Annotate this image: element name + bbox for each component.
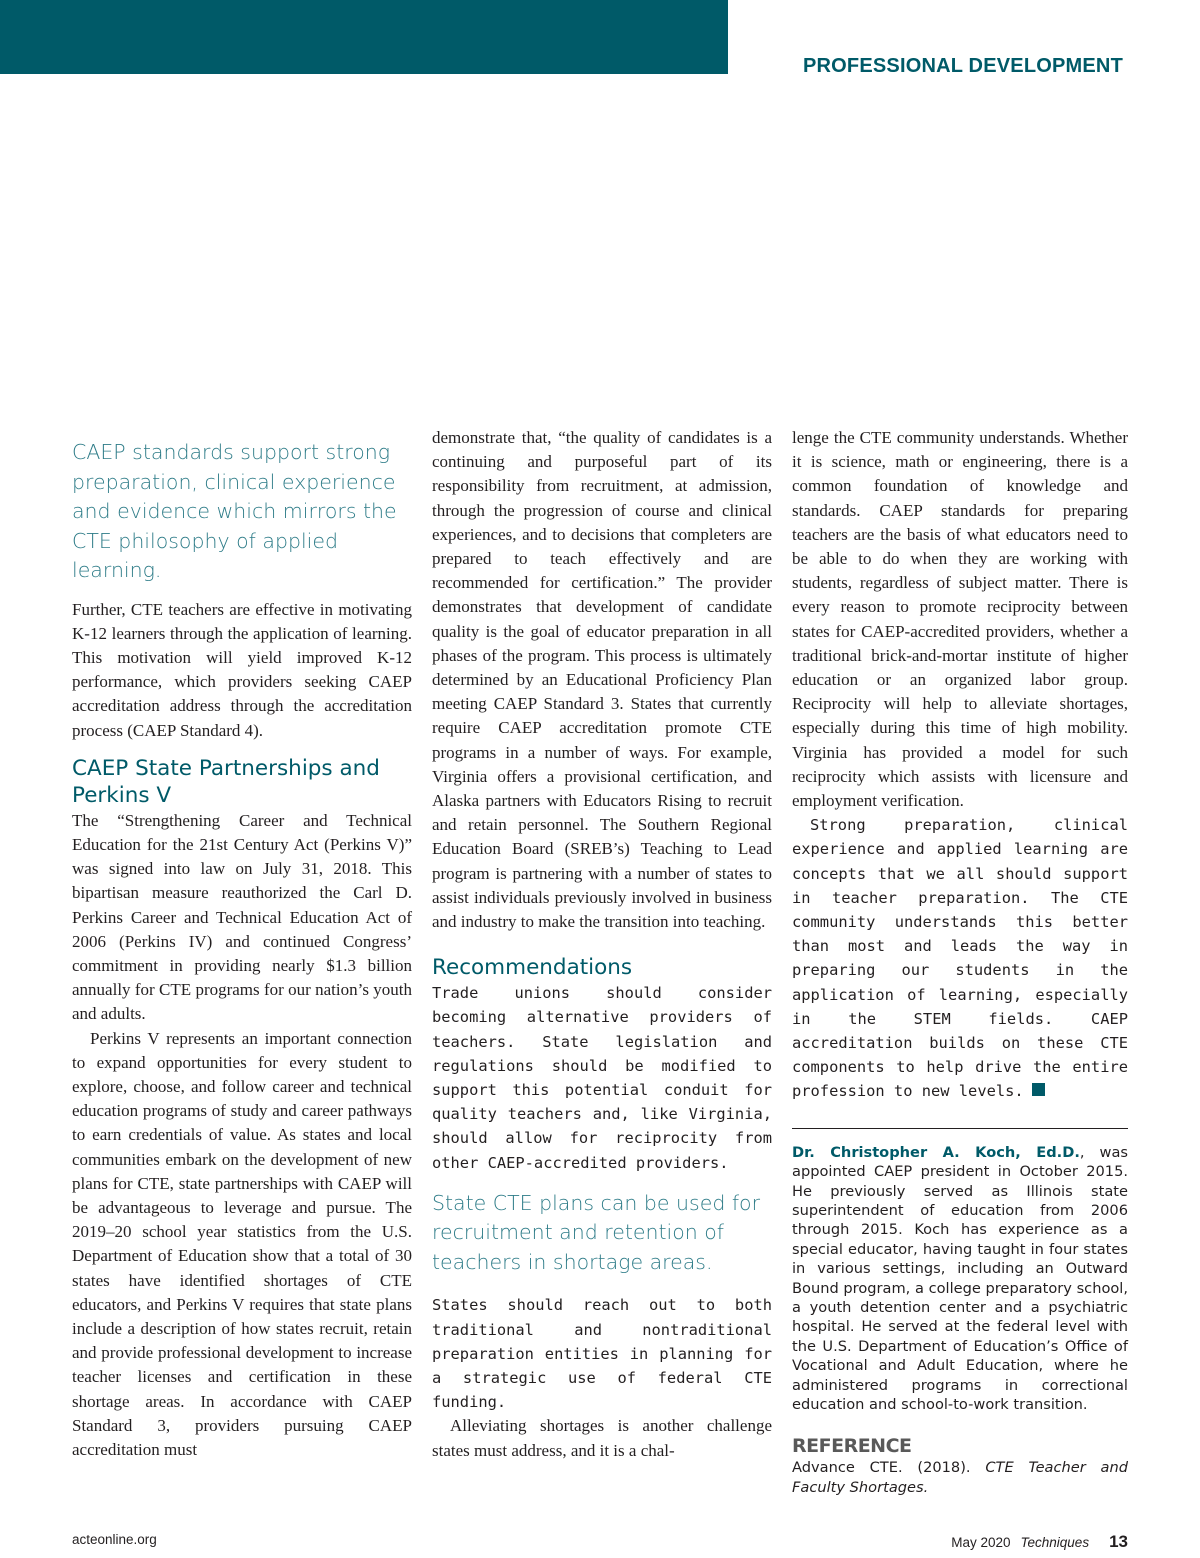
author-bio-text: , was appointed CAEP president in October 2015. He previously served as Illinois state superintendent of education from 2006 through 2015. Koch has experience as a special educator, having taught in four states in various settings, including an Outward Bound program, a college preparatory school, a youth detention center and a psychiatric hospital. He served at the federal level with the U.S. Department of Education’s Office of Vocational and Adult Education, where he administered programs in correctional education and school-to-work transition.	[792, 1143, 1129, 1413]
divider	[792, 1128, 1128, 1129]
paragraph-text: Strong preparation, clinical experience and applied learning are concepts that we all should support in teacher preparation. The CTE community understands this better than most and leads the way in preparing our students in the application of learning, especially in the STEM fields. CAEP accreditation builds on these CTE components to help drive the entire profession to new levels.	[792, 816, 1128, 1101]
paragraph: Perkins V represents an important connection to expand opportunities for every student to explore, choose, and follow career and technical education programs of study and career pathways to earn credentials of value. As states and local communities embark on the development of new plans for CTE, state partnerships with CAEP will be advantageous to leverage and pursue. The 2019–20 school year statistics from the U.S. Department of Education show that a total of 30 states have identified shortages of CTE educators, and Perkins V requires that state plans include a description of how states recruit, retain and provide professional development to increase teacher licenses and certification in these shortage areas. In accordance with CAEP Standard 3, providers pursuing CAEP accreditation must	[72, 1028, 412, 1459]
page-number: 13	[1109, 1532, 1128, 1551]
section-label: PROFESSIONAL DEVELOPMENT	[802, 55, 1123, 77]
reference-end: .	[923, 1478, 929, 1496]
column-3	[792, 426, 1128, 1497]
footer-info	[951, 1532, 1128, 1552]
header-color-bar	[0, 0, 728, 74]
author-name: Dr. Christopher A. Koch, Ed.D.	[792, 1143, 1080, 1161]
paragraph: States should reach out to both traditional and nontraditional preparation entities in planning for a strategic use of federal CTE funding.	[432, 1296, 772, 1412]
pullquote: CAEP standards support strong preparation, clinical experience and evidence which mirrors the CTE philosophy of applied learning.	[72, 440, 397, 582]
author-bio	[792, 1143, 1128, 1415]
paragraph: Further, CTE teachers are effective in motivating K-12 learners through the application of learning. This motivation will yield improved K-12 performance, which providers seeking CAEP accreditation address through the accreditation process (CAEP Standard 4).	[72, 599, 412, 740]
paragraph: Alleviating shortages is another challenge states must address, and it is a chal-	[432, 1416, 772, 1460]
reference-text: Advance CTE. (2018).	[792, 1459, 986, 1477]
section-heading: Recommendations	[432, 955, 633, 981]
reference-title: CTE Teacher and Faculty Shortages	[792, 1459, 1128, 1496]
end-mark-icon	[1032, 1083, 1045, 1096]
footer-date: May 2020	[951, 1535, 1011, 1550]
footer-website: acteonline.org	[72, 1532, 157, 1547]
paragraph: lenge the CTE community understands. Whether it is science, math or engineering, there is a common foundation of knowledge and standards. CAEP standards for preparing teachers are the basis of what educators need to be able to do when they are working with students, regardless of subject matter. There is every reason to promote reciprocity between states for CAEP-accredited providers, whether a traditional brick-and-mortar institute of higher education or an organized labor group. Reciprocity will help to alleviate shortages, especially during this time of high mobility. Virginia has provided a model for such reciprocity which assists with licensure and employment verification.	[792, 428, 1128, 811]
column-2	[432, 426, 772, 1463]
reference-heading: REFERENCE	[792, 1435, 912, 1458]
paragraph: demonstrate that, “the quality of candidates is a continuing and purposeful part of its responsibility from recruitment, at admission, through the progression of course and clinical experiences, and to decisions that completers are prepared to teach effectively and are recommended for certification.” The provider demonstrates that development of candidate quality is the goal of educator preparation in all phases of the program. This process is ultimately determined by an Educational Proficiency Plan meeting CAEP Standard 3. States that currently require CAEP accreditation promote CTE programs in a number of ways. For example, Virginia offers a provisional certification, and Alaska partners with Educators Rising to recruit and retain personnel. The Southern Regional Education Board (SREB’s) Teaching to Lead program is partnering with a number of states to assist individuals previously involved in business and industry to make the transition into teaching.	[432, 428, 772, 932]
column-1	[72, 426, 412, 1462]
reference-entry	[792, 1458, 1128, 1497]
pullquote: State CTE plans can be used for recruitment and retention of teachers in shortage areas.	[432, 1190, 761, 1274]
paragraph	[792, 813, 1128, 1103]
paragraph: Trade unions should consider becoming alternative providers of teachers. State legislation and regulations should be modified to support this potential conduit for quality teachers and, like Virginia, should allow for reciprocity from other CAEP-accredited providers.	[432, 984, 772, 1172]
section-heading: CAEP State Partnerships and Perkins V	[72, 755, 380, 808]
paragraph: The “Strengthening Career and Technical Education for the 21st Century Act (Perkins V)” was signed into law on July 31, 2018. This bipartisan measure reauthorized the Carl D. Perkins Career and Technical Education Act of 2006 (Perkins IV) and continued Congress’ commitment in providing nearly $1.3 billion annually for CTE programs for our nation’s youth and adults.	[72, 810, 412, 1024]
footer-magazine: Techniques	[1020, 1535, 1090, 1550]
